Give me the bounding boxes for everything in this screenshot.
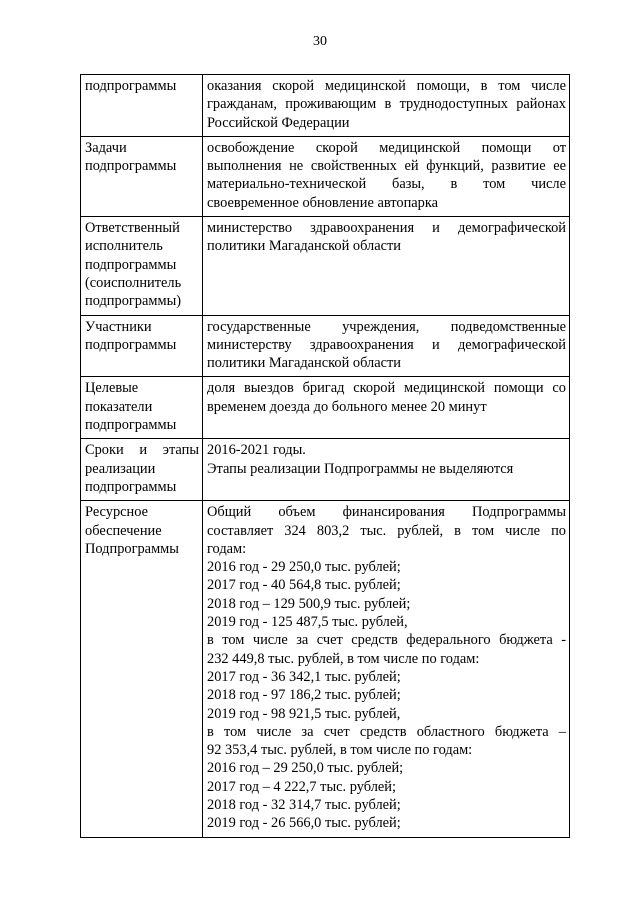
row-label-line: Участники <box>85 318 152 335</box>
row-value-line: 2017 год - 36 342,1 тыс. рублей; <box>207 668 401 685</box>
row-label-cell <box>81 377 203 439</box>
row-label-cell <box>81 75 203 137</box>
row-value-line: 2016 год - 29 250,0 тыс. рублей; <box>207 559 401 576</box>
row-value-line: 2017 год – 4 222,7 тыс. рублей; <box>207 778 396 795</box>
row-value-line: материально-технической базы, в том числе <box>207 176 566 193</box>
table-row <box>81 315 570 377</box>
row-value-line: гражданам, проживающим в труднодоступных районах <box>207 96 566 113</box>
row-value-line: доля выездов бригад скорой медицинской помощи со <box>207 380 566 397</box>
table-row <box>81 217 570 315</box>
row-label-line: показатели <box>85 398 153 415</box>
table-row <box>81 75 570 137</box>
row-label-line: подпрограммы <box>85 78 177 94</box>
row-value-cell <box>203 75 570 137</box>
subprogram-passport-table <box>80 74 570 838</box>
row-label-line: подпрограммы <box>85 256 177 273</box>
row-value-line: 2017 год - 40 564,8 тыс. рублей; <box>207 577 401 594</box>
row-label-line: Целевые <box>85 380 139 397</box>
row-label-line: подпрограммы <box>85 158 177 175</box>
row-value-cell <box>203 377 570 439</box>
row-label-line: подпрограммы <box>85 478 177 495</box>
row-label-line: подпрограммы) <box>85 293 182 310</box>
row-label-line: исполнитель <box>85 238 163 255</box>
row-value-line: составляет 324 803,2 тыс. рублей, в том числе по <box>207 522 566 539</box>
row-value-line: 2018 год - 32 314,7 тыс. рублей; <box>207 796 401 813</box>
row-value-line: годам: <box>207 540 247 557</box>
row-label-cell <box>81 501 203 837</box>
row-label-line: Ресурсное <box>85 504 148 521</box>
row-value-cell <box>203 217 570 315</box>
row-value-line: Общий объем финансирования Подпрограммы <box>207 504 566 521</box>
table-row <box>81 501 570 837</box>
row-value-line: политики Магаданской области <box>207 238 401 255</box>
row-label-line: обеспечение <box>85 522 162 539</box>
row-value-line: политики Магаданской области <box>207 355 401 372</box>
row-label-line: Подпрограммы <box>85 540 179 557</box>
row-label-line: Сроки и этапы <box>85 442 199 459</box>
row-value-line: своевременное обновление автопарка <box>207 194 439 211</box>
row-value-cell <box>203 439 570 501</box>
table-row <box>81 136 570 216</box>
table-row <box>81 377 570 439</box>
row-value-line: выполнения не свойственных ей функций, развитие ее <box>207 158 566 175</box>
row-value-line: Российской Федерации <box>207 114 350 131</box>
row-label-cell <box>81 439 203 501</box>
row-value-line: освобождение скорой медицинской помощи от <box>207 139 566 156</box>
row-value-line: 2019 год - 125 487,5 тыс. рублей, <box>207 614 408 631</box>
row-value-line: Этапы реализации Подпрограммы не выделяются <box>207 460 514 477</box>
row-label-cell <box>81 217 203 315</box>
row-label-cell <box>81 315 203 377</box>
row-label-cell <box>81 136 203 216</box>
row-value-line: 2016-2021 годы. <box>207 442 306 459</box>
row-value-line: министерству здравоохранения и демографической <box>207 336 566 353</box>
row-label-line: (соисполнитель <box>85 274 182 291</box>
row-label-line: подпрограммы <box>85 417 177 434</box>
row-value-line: временем доезда до больного менее 20 минут <box>207 398 487 415</box>
passport-table-body <box>81 75 570 838</box>
row-label-line: реализации <box>85 460 156 477</box>
row-value-line: 2018 год – 129 500,9 тыс. рублей; <box>207 595 411 612</box>
row-value-line: 2018 год - 97 186,2 тыс. рублей; <box>207 687 401 704</box>
row-label-line: Задачи <box>85 139 127 156</box>
table-row <box>81 439 570 501</box>
row-value-line: 2016 год – 29 250,0 тыс. рублей; <box>207 760 404 777</box>
row-value-line: государственные учреждения, подведомственные <box>207 318 566 335</box>
row-value-line: оказания скорой медицинской помощи, в том числе <box>207 78 566 94</box>
row-value-cell <box>203 315 570 377</box>
page-number: 30 <box>313 34 327 49</box>
row-value-line: 2019 год - 26 566,0 тыс. рублей; <box>207 815 401 832</box>
row-value-line: 2019 год - 98 921,5 тыс. рублей, <box>207 705 401 722</box>
row-value-line: в том числе за счет средств областного бюджета – <box>207 723 566 740</box>
row-value-line: министерство здравоохранения и демографической <box>207 220 566 237</box>
row-value-cell <box>203 136 570 216</box>
row-value-line: 232 449,8 тыс. рублей, в том числе по годам: <box>207 650 480 667</box>
row-value-cell <box>203 501 570 837</box>
row-value-line: в том числе за счет средств федерального бюджета - <box>207 632 566 649</box>
row-value-line: 92 353,4 тыс. рублей, в том числе по годам: <box>207 742 473 759</box>
row-label-line: подпрограммы <box>85 336 177 353</box>
row-label-line: Ответственный <box>85 220 180 237</box>
